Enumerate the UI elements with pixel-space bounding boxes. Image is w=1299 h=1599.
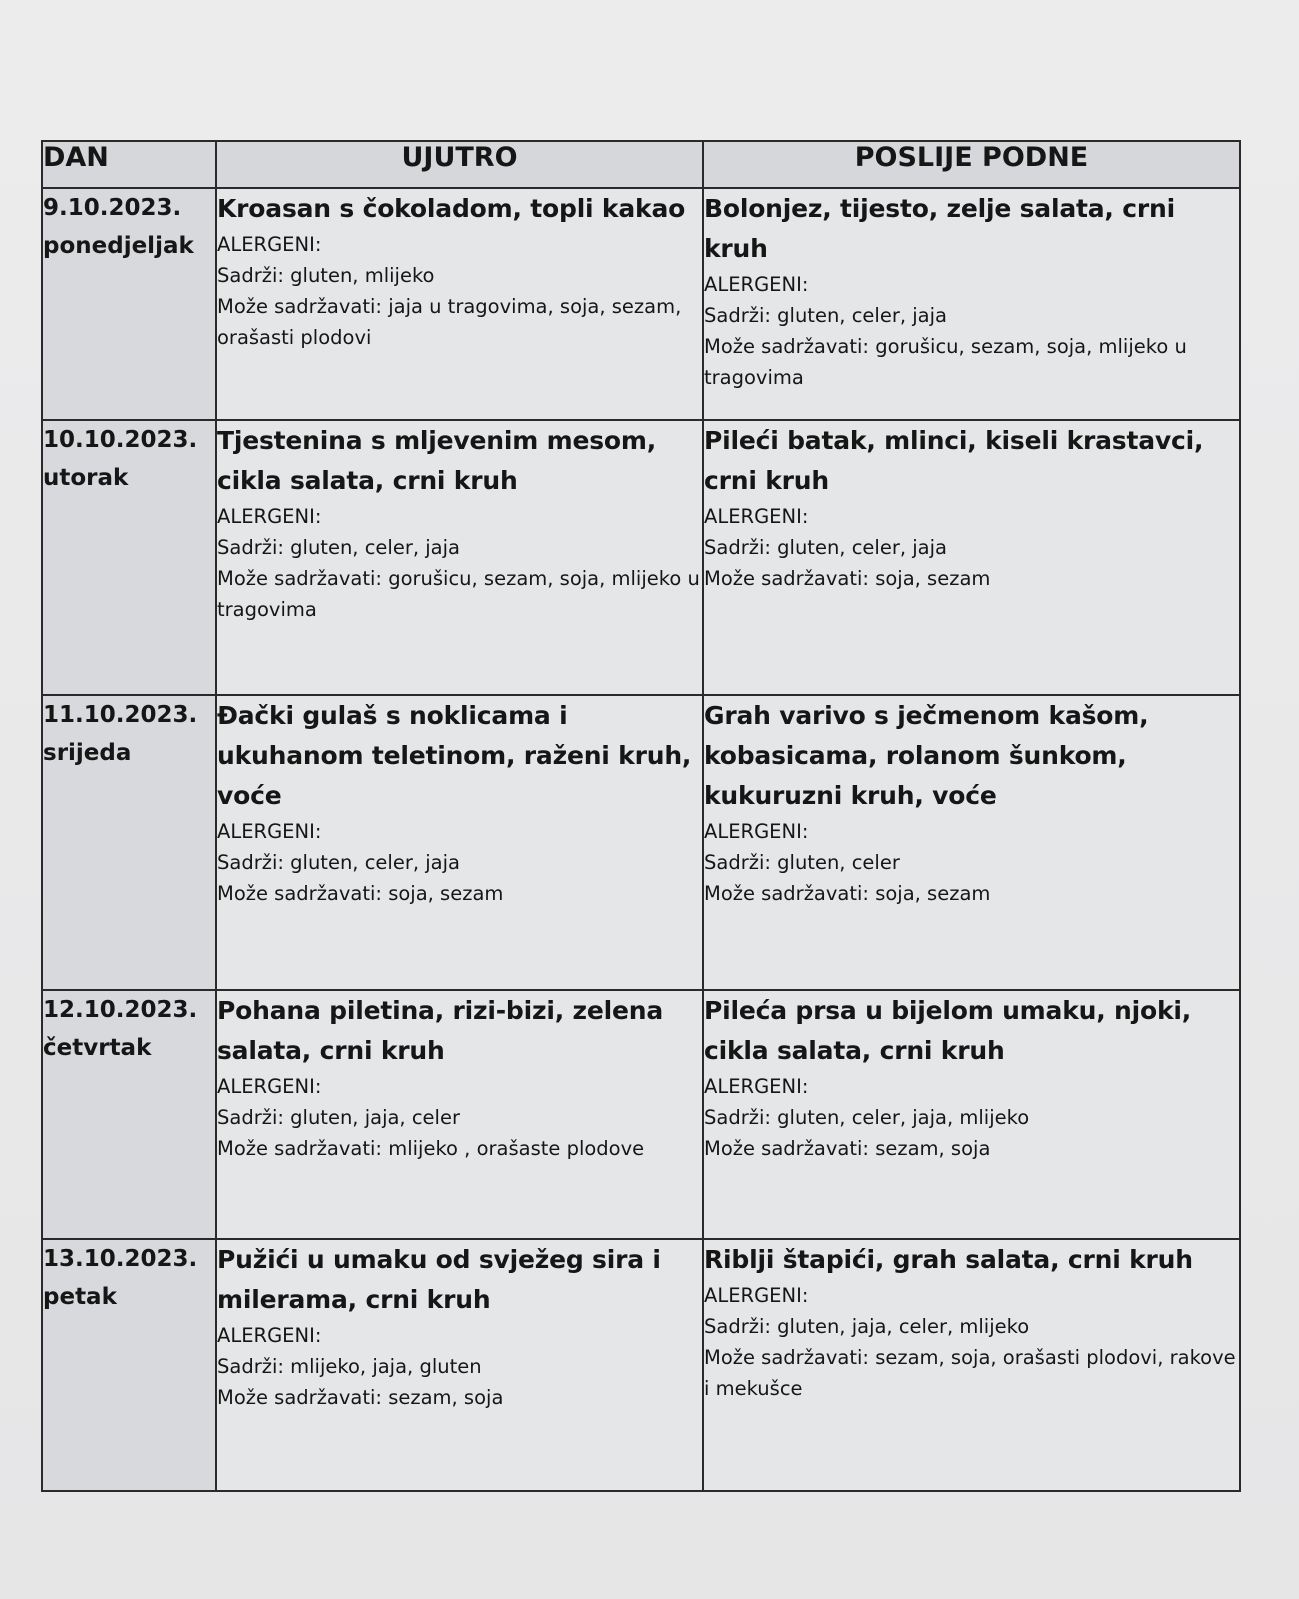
afternoon-meal-cell (703, 188, 1240, 420)
morning-meal-cell (216, 990, 703, 1239)
allergens-may-contain: Može sadržavati: soja, sezam (704, 567, 991, 590)
allergens-label: ALERGENI: (704, 273, 809, 296)
allergens-label: ALERGENI: (704, 1284, 809, 1307)
allergens-contains: Sadrži: gluten, celer, jaja (704, 304, 947, 327)
allergens-label: ALERGENI: (217, 233, 322, 256)
dish-name: Bolonjez, tijesto, zelje salata, crni kruh (704, 194, 1175, 263)
day-weekday: četvrtak (43, 1035, 152, 1061)
allergens-label: ALERGENI: (217, 1324, 322, 1347)
day-weekday: petak (43, 1284, 117, 1310)
day-weekday: ponedjeljak (43, 233, 194, 259)
allergens-may-contain: Može sadržavati: sezam, soja, orašasti plodovi, rakove i mekušce (704, 1346, 1236, 1400)
dish-name: Pužići u umaku od svježeg sira i milerama, crni kruh (217, 1245, 661, 1314)
day-date: 13.10.2023. (43, 1246, 198, 1272)
day-cell (42, 188, 216, 420)
afternoon-meal-cell (703, 1239, 1240, 1491)
afternoon-meal-cell (703, 420, 1240, 695)
day-cell (42, 990, 216, 1239)
allergens-contains: Sadrži: gluten, celer, jaja (217, 851, 460, 874)
day-cell (42, 420, 216, 695)
allergens-may-contain: Može sadržavati: gorušicu, sezam, soja, mlijeko u tragovima (217, 567, 700, 621)
dish-name: Tjestenina s mljevenim mesom, cikla salata, crni kruh (217, 426, 657, 495)
afternoon-meal-cell (703, 695, 1240, 990)
table-row (42, 990, 1240, 1239)
afternoon-meal-cell (703, 990, 1240, 1239)
header-dan: DAN (42, 141, 216, 188)
day-cell (42, 695, 216, 990)
morning-meal-cell (216, 188, 703, 420)
day-date: 12.10.2023. (43, 997, 198, 1023)
allergens-label: ALERGENI: (704, 820, 809, 843)
allergens-label: ALERGENI: (704, 1075, 809, 1098)
allergens-label: ALERGENI: (704, 505, 809, 528)
dish-name: Riblji štapići, grah salata, crni kruh (704, 1245, 1193, 1274)
morning-meal-cell (216, 695, 703, 990)
morning-meal-cell (216, 420, 703, 695)
allergens-contains: Sadrži: gluten, jaja, celer (217, 1106, 460, 1129)
day-weekday: utorak (43, 465, 129, 491)
allergens-may-contain: Može sadržavati: soja, sezam (217, 882, 504, 905)
day-date: 9.10.2023. (43, 195, 182, 221)
allergens-label: ALERGENI: (217, 505, 322, 528)
day-date: 11.10.2023. (43, 702, 198, 728)
header-ujutro: UJUTRO (216, 141, 703, 188)
day-weekday: srijeda (43, 740, 132, 766)
allergens-contains: Sadrži: gluten, celer, jaja (704, 536, 947, 559)
allergens-may-contain: Može sadržavati: jaja u tragovima, soja, sezam, orašasti plodovi (217, 295, 682, 349)
header-row (42, 141, 1240, 188)
allergens-may-contain: Može sadržavati: sezam, soja (217, 1386, 504, 1409)
allergens-contains: Sadrži: gluten, celer, jaja, mlijeko (704, 1106, 1030, 1129)
dish-name: Pohana piletina, rizi-bizi, zelena salata, crni kruh (217, 996, 663, 1065)
morning-meal-cell (216, 1239, 703, 1491)
dish-name: Pileća prsa u bijelom umaku, njoki, cikla salata, crni kruh (704, 996, 1192, 1065)
table-row (42, 1239, 1240, 1491)
day-cell (42, 1239, 216, 1491)
allergens-label: ALERGENI: (217, 1075, 322, 1098)
allergens-label: ALERGENI: (217, 820, 322, 843)
table-row (42, 188, 1240, 420)
allergens-contains: Sadrži: gluten, celer (704, 851, 900, 874)
header-poslije-podne: POSLIJE PODNE (703, 141, 1240, 188)
dish-name: Pileći batak, mlinci, kiseli krastavci, crni kruh (704, 426, 1204, 495)
weekly-menu-table (41, 140, 1241, 1492)
allergens-contains: Sadrži: mlijeko, jaja, gluten (217, 1355, 482, 1378)
allergens-may-contain: Može sadržavati: soja, sezam (704, 882, 991, 905)
dish-name: Grah varivo s ječmenom kašom, kobasicama, rolanom šunkom, kukuruzni kruh, voće (704, 701, 1149, 810)
dish-name: Kroasan s čokoladom, topli kakao (217, 194, 686, 223)
allergens-may-contain: Može sadržavati: sezam, soja (704, 1137, 991, 1160)
table-row (42, 695, 1240, 990)
allergens-contains: Sadrži: gluten, mlijeko (217, 264, 435, 287)
dish-name: Đački gulaš s noklicama i ukuhanom teletinom, raženi kruh, voće (217, 701, 692, 810)
allergens-contains: Sadrži: gluten, celer, jaja (217, 536, 460, 559)
allergens-may-contain: Može sadržavati: gorušicu, sezam, soja, mlijeko u tragovima (704, 335, 1187, 389)
allergens-contains: Sadrži: gluten, jaja, celer, mlijeko (704, 1315, 1030, 1338)
table-row (42, 420, 1240, 695)
day-date: 10.10.2023. (43, 427, 198, 453)
allergens-may-contain: Može sadržavati: mlijeko , orašaste plodove (217, 1137, 645, 1160)
